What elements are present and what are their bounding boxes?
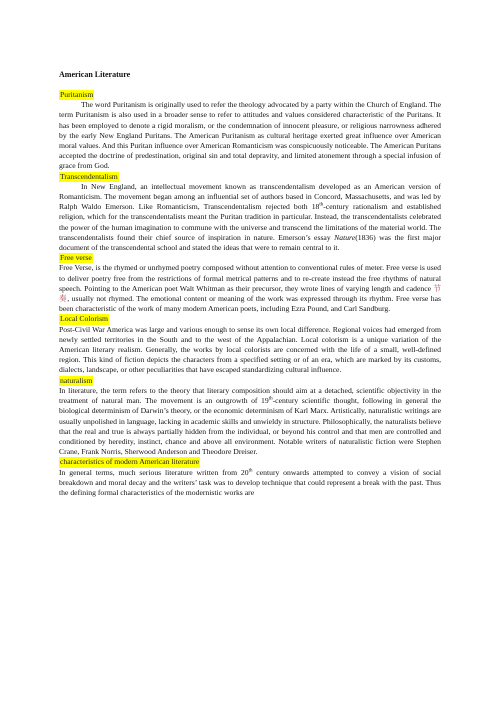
superscript: th [319,202,324,208]
section-paragraph: The word Puritanism is originally used to refer the theology advocated by a party within the Church of England. The term Puritanism is also used in a broader sense to refer to attitudes and values considered characteristic of the Puritans. It has been employed to denote a rigid moralism, or the condemnation of innocent pleasure, or religious narrowness adhered by the early New England Puritans. The American Puritanism as cultural heritage exerted great influence over American moral values. And this Puritan influence over American Romanticism was conspicuously noticeable. The American Puritans accepted the doctrine of predestination, original sin and total depravity, and limited atonement through a special infusion of grace from God. [59,100,442,171]
section-paragraph [59,386,441,457]
section-naturalism [59,376,441,458]
document-body [59,90,441,498]
section-paragraph [59,468,441,499]
paragraph-text: century onwards attempted to convey a vision of social breakdown and moral decay and the writers’ task was to develop technique that could represent a break with the past. Thus the defining formal characteristics of the modernistic works are [59,467,441,497]
italic-title: Nature [334,232,356,242]
section-free-verse [59,253,441,314]
section-heading: Free verse [60,253,92,263]
section-heading: characteristics of modern American literature [60,457,200,467]
paragraph-text: -century rationalism and established religion, which for the transcendentalists meant the Puritan tradition in particular. Instead, the transcendentalists celebrated the power of the human imagination to commune with the universe and transcend the limitations of the material world. The transcendentalists found their chief source of inspiration in nature. Emerson’s essay [59,202,441,242]
section-paragraph [59,263,441,314]
section-heading: Puritanism [60,90,94,99]
section-puritanism [59,90,441,172]
paragraph-text: In literature, the term refers to the theory that literary composition should aim at a detached, scientific objectivity in the treatment of natural man. The movement is an outgrowth of 19 [59,385,441,406]
superscript: th [248,467,253,473]
section-modern-characteristics [59,457,441,498]
section-heading: Local Colorism [60,314,109,324]
section-local-colorism [59,314,441,375]
paragraph-text: In New England, an intellectual movement known as transcendentalism developed as an American version of Romanticism. The movement began among an influential set of authors based in Concord, Massachusetts, and was led by Ralph Waldo Emerson. Like Romanticism, Transcendentalism rejected both 18 [59,181,441,212]
paragraph-text: (1836) was the first major document of the transcendental school and stated the ideas that were to remain central to it. [59,232,441,253]
section-heading: naturalism [60,375,93,385]
section-transcendentalism [59,172,441,254]
paragraph-text: , usually not rhymed. The emotional content or meaning of the work was expressed through its rhythm. Free verse has been characteristic of the work of many modern American poets, including Ezra Pound, and Carl Sandburg. [59,294,441,314]
cjk-annotation: 节奏 [59,283,441,304]
paragraph-text: In general terms, much serious literature written from 20 [59,467,249,477]
section-heading: Transcendentalism [60,171,118,181]
section-paragraph: Post-Civil War America was large and various enough to sense its own local difference. Regional voices had emerged from newly settled territories in the South and to the west of the Appalachian. Local colorism is a unique variation of the American literary realism. Generally, the works by local colorists are concerned with the life of a small, well-defined region. This kind of fiction depicts the characters from a specified setting or of an era, which are marked by its customs, dialects, landscape, or other peculiarities that have escaped standardizing cultural influence. [59,324,441,375]
paragraph-text: -century scientific thought, following in general the biological determinism of Darwin’s theory, or the economic determinism of Karl Marx. Artistically, naturalistic writings are usually unpolished in language, lacking in academic skills and unwieldy in structure. Philosophically, the naturalists believe that the real and true is always partially hidden from the individual, or beyond his control and that men are controlled and conditioned by heredity, instinct, chance and above all environment. Notable writers of naturalistic fiction were Stephen Crane, Frank Norris, Sherwood Anderson and Theodore Dreiser. [59,396,441,457]
paragraph-text: Free Verse, is the rhymed or unrhymed poetry composed without attention to conventional rules of meter. Free verse is used to deliver poetry free from the restrictions of formal metrical patterns and to re-create instead the free rhythms of natural speech. Pointing to the American poet Walt Whitman as their precursor, they wrote lines of varying length and cadence [59,263,441,293]
superscript: th [268,396,273,402]
section-paragraph [59,182,441,253]
document-title: American Literature [59,70,131,79]
